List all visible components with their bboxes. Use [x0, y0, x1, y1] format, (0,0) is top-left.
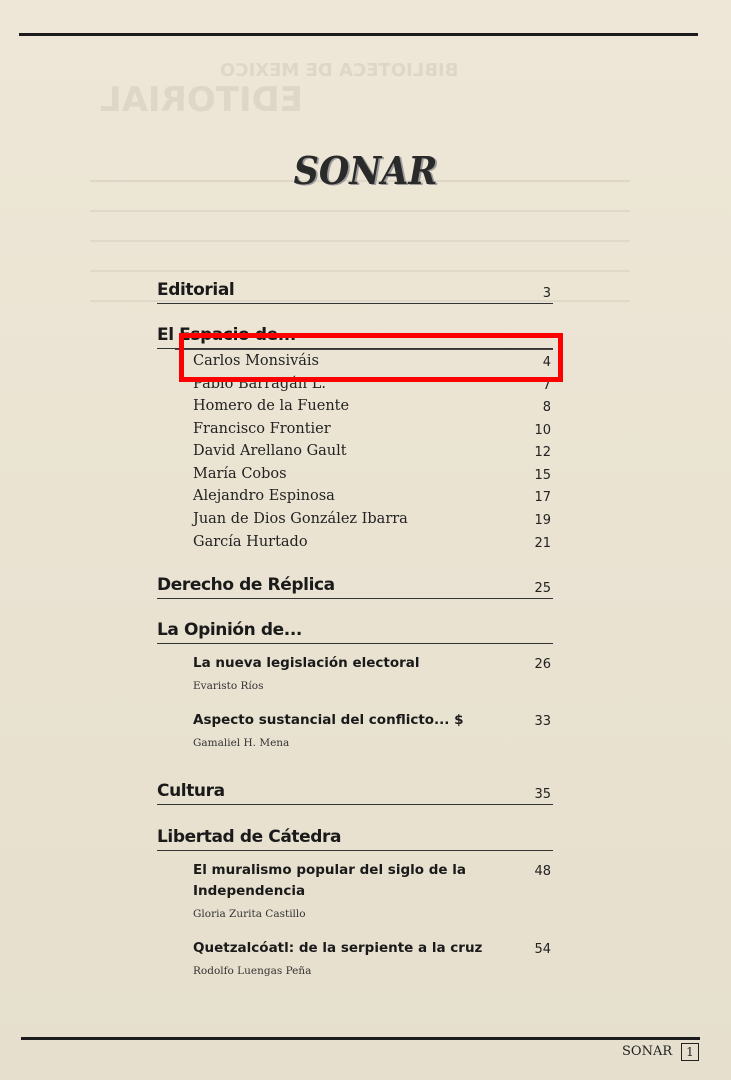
page-number: 54: [534, 942, 551, 957]
article-title[interactable]: Quetzalcóatl: de la serpiente a la cruz: [193, 940, 483, 956]
toc-entry[interactable]: [193, 421, 553, 441]
article-author: Gamaliel H. Mena: [193, 737, 290, 749]
author-name: Alejandro Espinosa: [193, 488, 335, 504]
section-opinion[interactable]: [157, 616, 553, 644]
section-title: Derecho de Réplica: [157, 575, 335, 595]
author-name: David Arellano Gault: [193, 443, 347, 459]
page-number: 12: [534, 445, 551, 460]
page-number: 4: [542, 355, 551, 370]
bleed-through-texture: BIBLIOTECA DE MEXICO EDITORIAL: [90, 60, 650, 620]
section-editorial[interactable]: [157, 276, 553, 304]
page-number: 15: [534, 468, 551, 483]
author-name: Pablo Barragán L.: [193, 376, 326, 392]
author-name: Francisco Frontier: [193, 421, 331, 437]
author-name: María Cobos: [193, 466, 287, 482]
article-title[interactable]: Aspecto sustancial del conflicto... $: [193, 712, 464, 728]
toc-entry[interactable]: [193, 398, 553, 418]
footer-page-number: 1: [681, 1043, 699, 1061]
toc-entry[interactable]: [193, 511, 553, 531]
toc-entry[interactable]: [193, 488, 553, 508]
page-number: 33: [534, 714, 551, 729]
article-title[interactable]: La nueva legislación electoral: [193, 655, 420, 671]
author-name: Juan de Dios González Ibarra: [193, 511, 408, 527]
page-number: 19: [534, 513, 551, 528]
page-number: 8: [542, 400, 551, 415]
page-number: 17: [534, 490, 551, 505]
section-catedra[interactable]: [157, 823, 553, 851]
author-name: Homero de la Fuente: [193, 398, 350, 414]
section-title: Cultura: [157, 781, 225, 801]
article-author: Gloria Zurita Castillo: [193, 908, 306, 920]
section-title: Editorial: [157, 280, 235, 300]
toc-entry[interactable]: [193, 466, 553, 486]
author-name: Carlos Monsiváis: [193, 353, 319, 369]
section-title: El Espacio de...: [157, 325, 296, 345]
magazine-logo: SONAR: [293, 148, 438, 193]
table-of-contents: [157, 0, 553, 1000]
page-number: 10: [534, 423, 551, 438]
article-author: Rodolfo Luengas Peña: [193, 965, 312, 977]
section-title: La Opinión de...: [157, 620, 302, 640]
page-number: 35: [534, 787, 551, 802]
footer-magazine-name: SONAR: [622, 1044, 673, 1059]
page-number: 7: [542, 378, 551, 393]
page-number: 48: [534, 864, 551, 879]
section-replica[interactable]: [157, 570, 553, 599]
article-author: Evaristo Ríos: [193, 680, 264, 692]
page-number: 21: [534, 536, 551, 551]
section-title: Libertad de Cátedra: [157, 827, 342, 847]
bottom-rule: [21, 1037, 700, 1040]
page-number: 25: [534, 581, 551, 596]
highlight-box: [179, 333, 563, 382]
page-number: 26: [534, 657, 551, 672]
author-name: García Hurtado: [193, 534, 308, 550]
article-title[interactable]: El muralismo popular del siglo de la Independencia: [193, 862, 466, 899]
toc-entry[interactable]: [193, 443, 553, 463]
page-number: 3: [542, 286, 551, 301]
toc-entry[interactable]: [193, 534, 553, 554]
section-cultura[interactable]: [157, 777, 553, 805]
